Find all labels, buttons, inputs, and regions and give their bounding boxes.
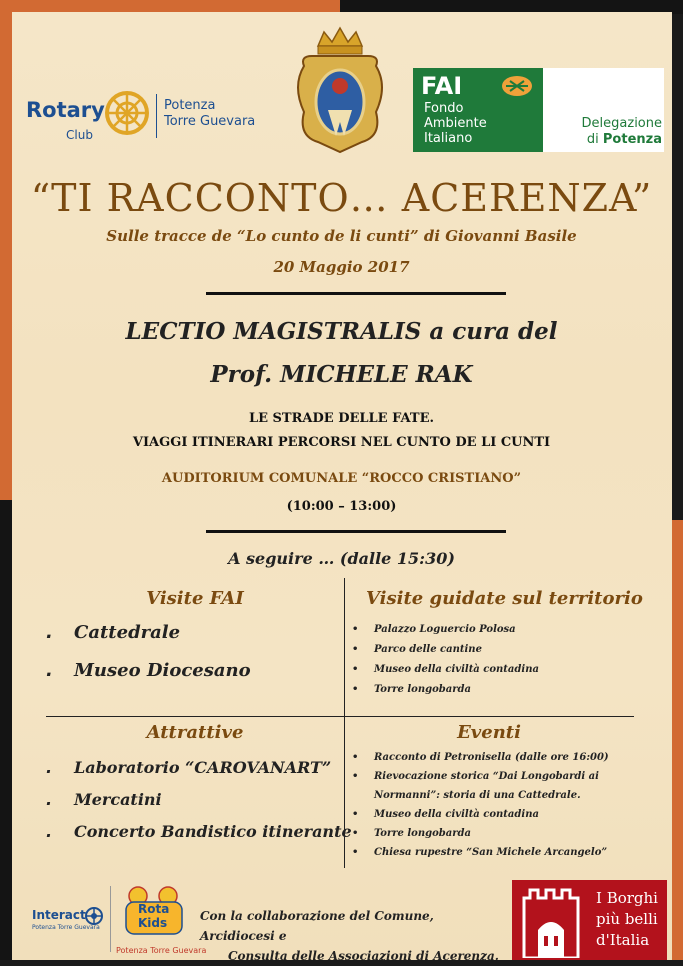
attrattive-item: Concerto Bandistico itinerante [74,822,352,841]
lectio-time: (10:00 – 13:00) [286,499,397,514]
divider-middle [206,530,506,533]
list-item: • Torre longobarda [352,684,471,695]
rotary-wheel-icon [104,90,150,136]
rotakids-line2: Kids [138,916,168,930]
fai-del-line1: Delegazione [581,116,662,131]
lectio-topic-line1: LE STRADE DELLE FATE. [248,411,435,426]
interact-logo-word: Interact [32,908,86,922]
list-item: • Museo della civiltà contadina [352,664,539,675]
interact-wheel-icon [84,906,104,926]
afternoon-heading: A seguire … (dalle 15:30) [228,549,455,568]
acerenza-coat-of-arms-icon [290,26,390,156]
interact-logo-sub: Potenza Torre Guevara [32,924,100,931]
visite-guidate-item: Torre longobarda [374,684,471,695]
list-item: • Museo della civiltà contadina [352,809,539,820]
visite-fai-list [46,622,251,698]
rotary-logo-city [164,98,255,130]
lectio-venue: AUDITORIUM COMUNALE “ROCCO CRISTIANO” [161,471,522,486]
list-item [352,790,609,809]
fai-delegazione [548,116,662,148]
list-item: . Cattedrale [46,622,181,643]
event-subtitle: Sulle tracce de “Lo cunto de li cunti” di Giovanni Basile [106,227,577,245]
attrattive-title: Attrattive [146,722,244,743]
list-item: . Mercatini [46,790,162,809]
footer-separator [110,886,111,952]
collaboration-note [200,906,510,966]
eventi-item: Torre longobarda [374,828,471,839]
attrattive-item: Laboratorio “CAROVANART” [74,758,332,777]
list-item: • Racconto di Petronisella (dalle ore 16:00) [352,752,609,763]
rotakids-line1: Rota [138,902,170,916]
list-item: • Torre longobarda [352,828,471,839]
fai-leaf-icon [500,74,534,98]
rotakids-sub: Potenza Torre Guevara [116,946,207,955]
rotakids-text [138,902,169,930]
borghi-line3: d'Italia [596,931,650,949]
rotary-logo-club: Club [66,128,93,142]
collab-line1: Con la collaborazione del Comune, Arcidiocesi e [200,909,434,943]
fai-del-city: Potenza [602,132,662,147]
fai-sub-line1: Fondo [424,101,464,116]
lectio-topic [0,407,683,455]
rotary-city-line1: Potenza [164,98,216,113]
eventi-item: Racconto di Petronisella (dalle ore 16:00) [374,752,609,763]
fai-del-prefix: di [586,132,603,147]
lectio-speaker: Prof. MICHELE RAK [210,361,473,388]
borghi-line2: più belli [596,910,658,928]
visite-fai-item: Cattedrale [74,622,181,643]
visite-guidate-item: Parco delle cantine [374,644,482,655]
visite-guidate-title: Visite guidate sul territorio [366,588,643,609]
eventi-item: Normanni”: storia di una Cattedrale. [374,790,581,801]
lectio-topic-line2: VIAGGI ITINERARI PERCORSI NEL CUNTO DE LI CUNTI [132,435,551,450]
borghi-logo-text [596,888,658,951]
visite-fai-title: Visite FAI [146,588,244,609]
visite-guidate-item: Palazzo Loguercio Polosa [374,624,516,635]
list-item: . Concerto Bandistico itinerante [46,822,352,841]
fai-del-line2 [548,132,662,148]
fai-logo-subtitle [424,101,487,146]
attrattive-item: Mercatini [74,790,162,809]
list-item: • Parco delle cantine [352,644,482,655]
eventi-list [352,752,609,866]
divider-top [206,292,506,295]
visite-guidate-item: Museo della civiltà contadina [374,664,539,675]
event-title: “TI RACCONTO… ACERENZA” [30,176,653,220]
fai-sub-line3: Italiano [424,131,473,146]
rotary-city-line2: Torre Guevara [164,114,256,129]
fai-logo-title: FAI [421,72,463,100]
collab-line2: Consulta delle Associazioni di Acerenza. [228,949,499,963]
fai-sub-line2: Ambiente [424,116,487,131]
list-item: . Laboratorio “CAROVANART” [46,758,332,777]
borghi-line1: I Borghi [596,889,658,907]
visite-fai-item: Museo Diocesano [74,660,251,681]
attrattive-list [46,758,352,854]
rotary-separator [156,94,157,138]
lectio-heading: LECTIO MAGISTRALIS a cura del [125,318,558,345]
list-item: • Rievocazione storica “Dai Longobardi ai [352,771,599,782]
list-item: • Chiesa rupestre “San Michele Arcangelo” [352,847,608,858]
visite-guidate-list [352,624,539,704]
list-item: • Palazzo Loguercio Polosa [352,624,516,635]
eventi-title: Eventi [457,722,521,743]
list-item: . Museo Diocesano [46,660,251,681]
eventi-item: Museo della civiltà contadina [374,809,539,820]
event-date: 20 Maggio 2017 [273,258,410,276]
frame-corner-right [671,520,683,960]
castle-tower-icon [520,886,586,958]
rotary-logo-word: Rotary [26,98,105,122]
eventi-item: Rievocazione storica “Dai Longobardi ai [374,771,599,782]
eventi-item: Chiesa rupestre “San Michele Arcangelo” [374,847,608,858]
grid-horizontal-line [46,716,634,717]
